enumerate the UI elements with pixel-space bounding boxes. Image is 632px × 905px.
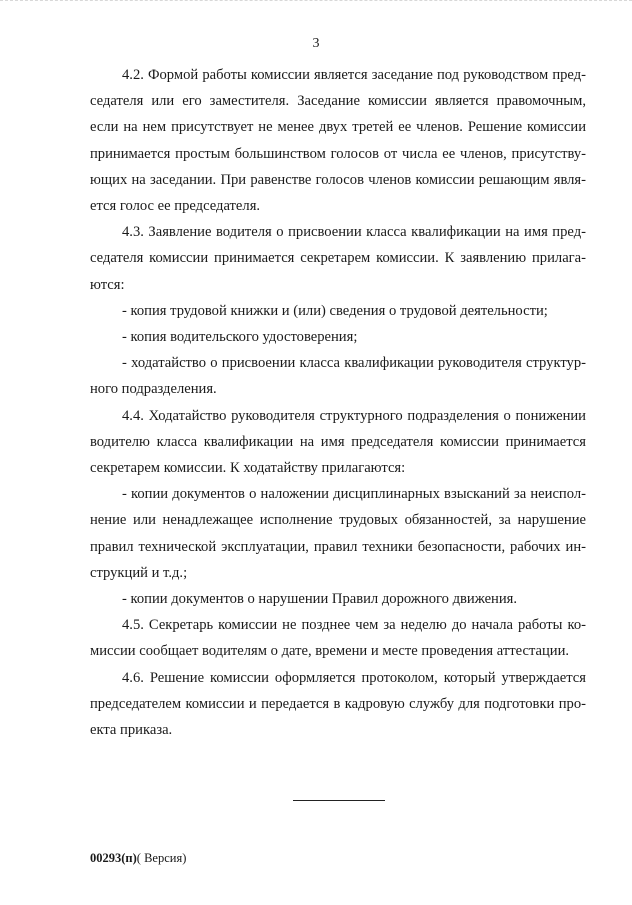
text-line: 4.2. Формой работы комиссии является заседание под руководством пред-: [122, 67, 586, 83]
text-line: нение или ненадлежащее исполнение трудовых обязанностей, за нарушение: [90, 512, 586, 529]
scan-edge: [0, 0, 632, 2]
text-line: 4.4. Ходатайство руководителя структурного подразделения о понижении: [122, 407, 586, 424]
footer-separator: [293, 800, 385, 801]
text-line: водителю класса квалификации на имя председателя комиссии принимается: [90, 433, 586, 450]
text-line: секретарем комиссии. К ходатайству прилагаются:: [90, 460, 406, 477]
document-version: ( Версия): [136, 851, 187, 865]
text-line: 4.6. Решение комиссии оформляется протоколом, который утверждается: [122, 669, 586, 686]
document-code-number: 00293(п): [90, 851, 137, 865]
text-line: если на нем присутствует не менее двух третей ее членов. Решение комиссии: [90, 119, 586, 136]
document-code: [90, 851, 186, 866]
text-line: - копия водительского удостоверения;: [122, 329, 358, 346]
text-line: правил технической эксплуатации, правил техники безопасности, рабочих ин-: [90, 538, 586, 555]
text-line: ного подразделения.: [90, 381, 217, 398]
text-line: миссии сообщает водителям о дате, времени и месте проведения аттестации.: [90, 643, 570, 660]
text-line: - копия трудовой книжки и (или) сведения о трудовой деятельности;: [122, 302, 548, 319]
text-line: председателем комиссии и передается в кадровую службу для подготовки про-: [90, 695, 586, 712]
text-line: - копии документов о наложении дисциплинарных взысканий за неиспол-: [122, 486, 586, 503]
document-body: [90, 62, 586, 743]
text-line: седателя или его заместителя. Заседание комиссии является правомочным,: [90, 93, 586, 110]
text-line: принимается простым большинством голосов от числа ее членов, присутству-: [90, 145, 586, 162]
text-line: екта приказа.: [90, 722, 173, 739]
text-line: ющих на заседании. При равенстве голосов членов комиссии решающим явля-: [90, 171, 586, 188]
text-line: 4.3. Заявление водителя о присвоении класса квалификации на имя пред-: [122, 224, 586, 241]
text-line: ются:: [90, 276, 125, 293]
text-line: ется голос ее председателя.: [90, 198, 261, 215]
page-number: 3: [312, 36, 320, 51]
text-line: 4.5. Секретарь комиссии не позднее чем за неделю до начала работы ко-: [122, 617, 586, 634]
text-line: - копии документов о нарушении Правил дорожного движения.: [122, 591, 518, 608]
text-line: седателя комиссии принимается секретарем комиссии. К заявлению прилага-: [90, 250, 586, 267]
text-line: струкций и т.д.;: [90, 564, 188, 581]
text-line: - ходатайство о присвоении класса квалификации руководителя структур-: [122, 355, 586, 372]
